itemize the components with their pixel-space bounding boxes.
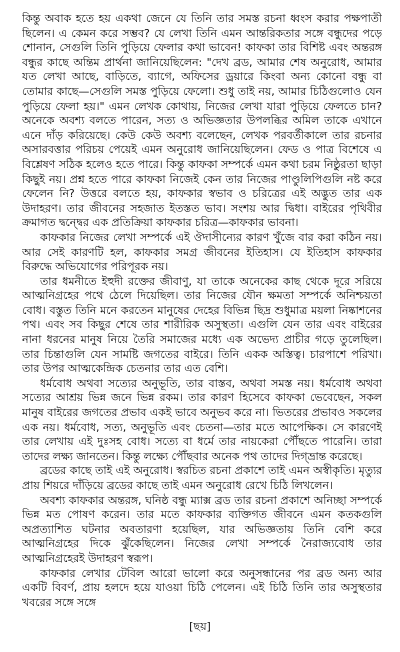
paragraph-3: তার ধমনীতে ইহুদী রক্তের জীবাণু, যা তাকে অনেকের কাছ থেকে দূরে সরিয়ে আত্মনিগ্রহের পথে ঠেলে দিয়েছিল। তার নিজের যৌন ক্ষমতা সম্পর্কে অনিশ্চয়তা বোধ। বস্তুত তিনি মনে করতেন মানুষের দেহের বিভিন্ন ছিদ্র শুধুমাত্র ময়লা নিষ্কাশনের পথ। এবং সব কিছুর শেষে তার শারীরিক অসুস্থতা। এগুলি যেন তার এবং বাইরের নানা ধরনের মানুষ নিয়ে তৈরি সমাজের মধ্যে এক অভেদ্য প্রাচীর গড়ে তুলেছিল। তার চিন্তাগুলি যেন সামষ্টি জগতের বাইরে। তিনি একক অস্তিত্ব। চারপাশে পরিখা। তার উপর আত্মকেন্দ্রিক চেতনার তার এত বেশি। xyxy=(22,274,382,376)
paragraph-6: অবশ্য কাফকার অন্তরঙ্গ, ঘনিষ্ঠ বন্ধু ম্যাক্স ব্রড তার রচনা প্রকাশে অনিচ্ছা সম্পর্কে ভিন্ন মত পোষণ করেন। তার মতে কাফকার ব্যক্তিগত জীবনে এমন কতকগুলি অপ্রত্যাশিত ঘটনার অবতারণা হয়েছিল, যার অভিজ্ঞতায় তিনি বেশি করে আত্মনিগ্রহের দিকে ঝুঁকেছিলেন। নিজের লেখা সম্পর্কে নৈরাজ্যবোধ তার আত্মনিগ্রহেরই উদাহরণ স্বরূপ। xyxy=(22,493,382,565)
page-number: [ছয়] xyxy=(189,620,211,633)
body-text xyxy=(22,12,382,612)
paragraph-5: ব্রডের কাছে তাই এই অনুরোধ। স্বরচিত রচনা প্রকাশে তাই এমন অস্বীকৃতি। মৃত্যুর প্রায় শিয়রে দাঁড়িয়ে ব্রডের কাছে তাই এমন অনুরোধ রেখে চিঠি লিখলেন। xyxy=(22,464,382,492)
paragraph-2: কাফকার নিজের লেখা সম্পর্কে এই ঔদাসীন্যের কারণ খুঁজে বার করা কঠিন নয়। আর সেই কারণটি হল, কাফকার সমগ্র জীবনের ইতিহাস। যে ইতিহাস কাফকার বিরুদ্ধে অভিযোগের পরিপূরক নয়। xyxy=(22,230,382,274)
paragraph-4: ধর্মবোধ অথবা সত্যের অনুভূতি, তার বাস্তব, অথবা সমস্ত নয়। ধর্মবোধ অথবা সত্যের আশ্রয় ভিন্ন জনে ভিন্ন রকম। তার কারণ হিসেবে কাফকা ভেবেছেন, সকল মানুষ বাইরের জগতের প্রভাব একই ভাবে অনুভব করে না। ভিতরের প্রভাবও সকলের এক নয়। ধর্মবোধ, সত্য, অনুভূতি এবং চেতনা—তার মতে আপেক্ষিক। সে কারণেই তার লেখায় এই দুঃসহ বোধ। সত্যে বা ধর্মে তার নায়কেরা পৌঁছতে পারেনি। তারা তাদের লক্ষ্য জানতেন। কিন্তু লক্ষ্যে পৌঁছবার অনেক পথ তাদের দিগ্‌ভ্রান্ত করেছে। xyxy=(22,376,382,463)
paragraph-1: কিন্তু অবাক হতে হয় একথা জেনে যে তিনি তার সমস্ত রচনা ধ্বংস করার পক্ষপাতী ছিলেন। এ কেমন করে সম্ভব? যে লেখা তিনি এমন আন্তরিকতার সঙ্গে বন্ধুদের পড়ে শোনান, সেগুলি তিনি পুড়িয়ে ফেলার কথা ভাবেন! কাফকা তার বিশিষ্ট এবং অন্তরঙ্গ বন্ধুর কাছে অন্তিম প্রার্থনা জানিয়েছিলেন: "দেখ ব্রড, আমার শেষ অনুরোধ, আমার যত লেখা আছে, বাড়িতে, ব্যাগে, অফিসের ড্রয়ারে কিংবা অন্য কোনো বন্ধু বা তোমার কাছে—সেগুলি সমস্ত পুড়িয়ে ফেলো। শুধু তাই নয়, আমার চিঠিগুলোও যেন পুড়িয়ে ফেলা হয়।" এমন লেখক কোথায়, নিজের লেখা যারা পুড়িয়ে ফেলতে চান? অনেকে অবশ্য বলতে পারেন, সত্য ও অভিজ্ঞতার উপলব্ধির অমিল তাকে এখানে এনে দাঁড় করিয়েছে। কেউ কেউ অবশ্য বলেছেন, লেখক পরবর্তীকালে তার রচনার অসারবত্তার পরিচয় পেয়েই এমন অনুরোধ জানিয়েছিলেন। ফেড ও পাত্র বিশেষে এ বিশ্লেষণ সঠিক হলেও হতে পারে। কিন্তু কাফকা সম্পর্কে এমন কথা চরম নিষ্ঠুরতা ছাড়া কিছুই নয়। প্রশ্ন হতে পারে কাফকা নিজেই কেন তার নিজের পাণ্ডুলিপিগুলি নষ্ট করে ফেলেন নি? উত্তরে বলতে হয়, কাফকার স্বভাব ও চরিত্রের এই অদ্ভুত তার এক উদাহরণ। তার জীবনের সহজাত ইতস্তত ভাব। সংশয় আর দ্বিধা। বাইরের পৃথিবীর ক্রমাগত দ্বন্দ্বের এক প্রতিক্রিয়া কাফকার চরিত্র—কাফকার ভাবনা। xyxy=(22,12,382,230)
paragraph-7: কাফকার লেখার টেবিল আরো ভালো করে অনুসন্ধানের পর ব্রড অন্য আর একটি বিবর্ণ, প্রায় হলদে হয়ে যাওয়া চিঠি পেলেন। এই চিঠি তিনি তার অসুস্থতার খবরের সঙ্গে সঙ্গে xyxy=(22,566,382,609)
